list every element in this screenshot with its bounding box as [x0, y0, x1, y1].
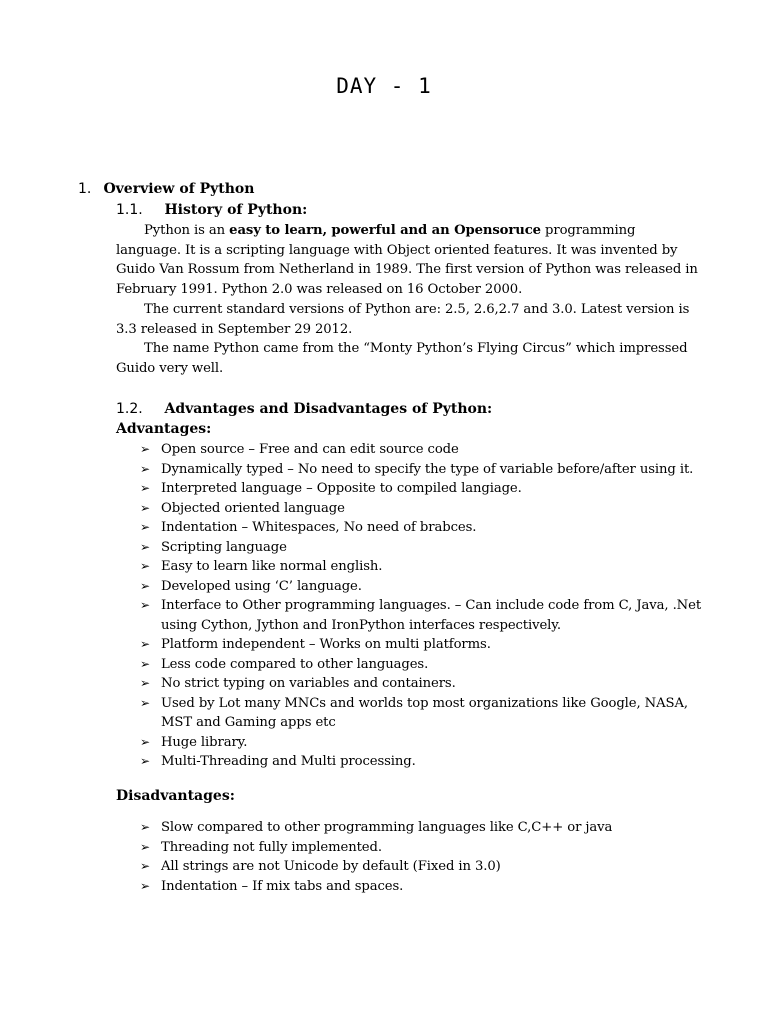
list-item-text: Open source – Free and can edit source code	[161, 442, 459, 457]
list-item-text: Platform independent – Works on multi platforms.	[161, 637, 491, 652]
arrow-bullet-icon: ➢	[140, 559, 150, 573]
section-1-1-title: History of Python:	[164, 202, 308, 218]
section-1-title: Overview of Python	[103, 181, 255, 197]
history-paragraph-3	[116, 339, 701, 378]
list-item-text: Huge library.	[161, 734, 248, 750]
arrow-bullet-icon: ➢	[140, 500, 150, 515]
list-item-text: Slow compared to other programming languages like C,C++ or java	[161, 820, 613, 835]
arrow-bullet-icon: ➢	[140, 637, 150, 651]
list-item	[140, 518, 710, 538]
arrow-bullet-icon: ➢	[140, 520, 150, 534]
list-item	[140, 655, 710, 675]
list-item	[140, 460, 710, 480]
list-item	[140, 838, 710, 858]
list-item	[140, 538, 710, 558]
arrow-bullet-icon: ➢	[140, 859, 150, 873]
list-item	[140, 440, 710, 460]
list-item-text: All strings are not Unicode by default (Fixed in 3.0)	[161, 859, 501, 874]
list-item-text: Objected oriented language	[161, 500, 345, 516]
list-item	[140, 733, 710, 753]
list-item	[140, 557, 710, 577]
section-1-number: 1.	[78, 181, 92, 197]
arrow-bullet-icon: ➢	[140, 461, 150, 476]
arrow-bullet-icon: ➢	[140, 578, 150, 593]
list-item-text: Indentation – Whitespaces, No need of brabces.	[161, 520, 477, 535]
arrow-bullet-icon: ➢	[140, 820, 150, 834]
list-item-text: Interpreted language – Opposite to compiled langiage.	[161, 481, 522, 496]
list-item-text: Easy to learn like normal english.	[161, 559, 383, 574]
history-paragraph-1	[116, 221, 701, 299]
arrow-bullet-icon: ➢	[140, 598, 150, 612]
list-item-text: Developed using ‘C’ language.	[161, 578, 362, 594]
list-item-text: No strict typing on variables and containers.	[161, 676, 456, 691]
list-item-text: Scripting language	[161, 539, 287, 555]
section-1-1-heading	[116, 202, 307, 218]
list-item	[140, 577, 710, 597]
list-item	[140, 752, 710, 772]
history-p1-text-a: Python is an	[144, 223, 230, 238]
list-item-text: Multi-Threading and Multi processing.	[161, 754, 416, 769]
list-item	[140, 479, 710, 499]
arrow-bullet-icon: ➢	[140, 839, 150, 854]
history-p1-emphasis: easy to learn, powerful and an Opensoruce	[229, 223, 541, 238]
arrow-bullet-icon: ➢	[140, 539, 150, 554]
list-item	[140, 857, 710, 877]
arrow-bullet-icon: ➢	[140, 442, 150, 456]
disadvantages-list	[140, 818, 710, 896]
list-item	[140, 674, 710, 694]
page-title: DAY - 1	[336, 74, 432, 98]
list-item	[140, 596, 710, 635]
arrow-bullet-icon: ➢	[140, 878, 150, 893]
list-item	[140, 694, 710, 733]
list-item-text: Dynamically typed – No need to specify the type of variable before/after using it.	[161, 461, 694, 477]
history-p2-text: The current standard versions of Python are: 2.5, 2.6,2.7 and 3.0. Latest version is 3.3 released in September 29 2012.	[116, 302, 690, 337]
list-item	[140, 635, 710, 655]
list-item-text: Interface to Other programming languages. – Can include code from C, Java, .Net using Cython, Jython and IronPython interfaces respectively.	[161, 598, 702, 633]
arrow-bullet-icon: ➢	[140, 734, 150, 749]
arrow-bullet-icon: ➢	[140, 481, 150, 495]
arrow-bullet-icon: ➢	[140, 656, 150, 671]
advantages-list	[140, 440, 710, 772]
history-p3-text: The name Python came from the “Monty Python’s Flying Circus” which impressed Guido very well.	[116, 341, 688, 376]
arrow-bullet-icon: ➢	[140, 695, 150, 710]
list-item-text: Threading not fully implemented.	[161, 839, 382, 855]
list-item	[140, 499, 710, 519]
disadvantages-label: Disadvantages:	[116, 788, 235, 804]
section-1-2-title: Advantages and Disadvantages of Python:	[164, 401, 493, 417]
history-paragraph-2	[116, 300, 701, 339]
section-1-2-heading	[116, 401, 492, 417]
list-item-text: Less code compared to other languages.	[161, 656, 429, 672]
list-item	[140, 818, 710, 838]
section-1-heading	[78, 181, 254, 197]
arrow-bullet-icon: ➢	[140, 754, 150, 768]
history-p1-text-c: programming language. It is a scripting language with Object oriented features. It was invented by Guido Van Rossum from Netherland in 1989. The first version of Python was released in February 1991. Python 2.0 was released on 16 October 2000.	[116, 223, 698, 297]
advantages-label: Advantages:	[116, 421, 212, 437]
list-item-text: Used by Lot many MNCs and worlds top most organizations like Google, NASA, MST and Gaming apps etc	[161, 695, 688, 730]
list-item	[140, 877, 710, 897]
list-item-text: Indentation – If mix tabs and spaces.	[161, 878, 404, 894]
section-1-2-number: 1.2.	[116, 401, 143, 417]
arrow-bullet-icon: ➢	[140, 676, 150, 690]
section-1-1-number: 1.1.	[116, 202, 143, 218]
